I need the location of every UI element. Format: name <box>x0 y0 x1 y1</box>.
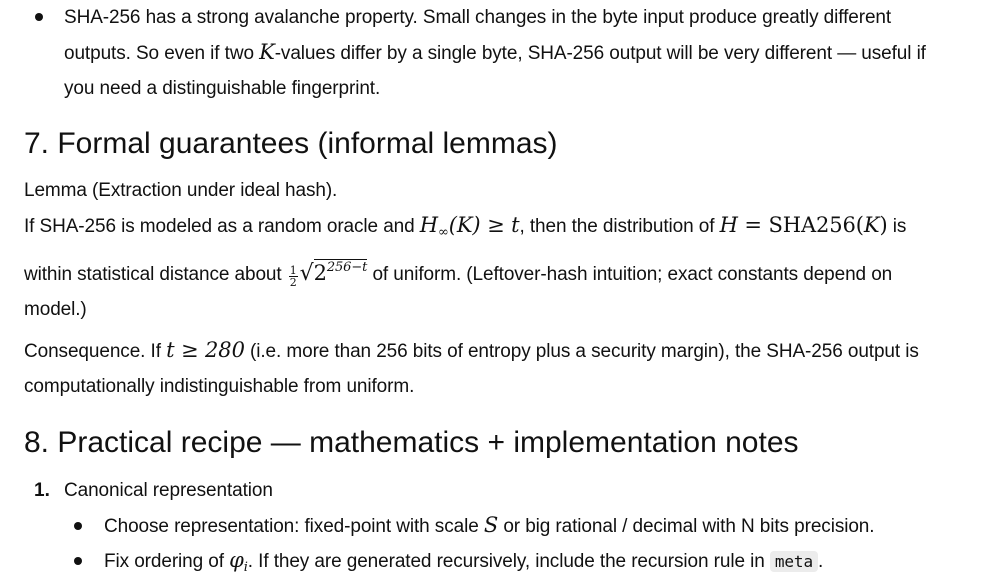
bullet-marker <box>74 557 82 565</box>
text-run: Fix ordering of <box>104 551 230 572</box>
radical-sign: √ <box>299 261 314 286</box>
fraction-denominator: 2 <box>289 276 297 289</box>
bullet-marker <box>35 13 43 21</box>
text-run: or big rational / decimal with N bits precision. <box>498 516 875 537</box>
bullet-line: SHA-256 has a strong avalanche property. Small changes in the byte input produce greatly different <box>64 7 892 28</box>
fraction <box>289 265 298 288</box>
text-run: (i.e. more than 256 bits of entropy plus a security margin), the SHA-256 output is <box>244 341 919 362</box>
radicand-exponent: 256−t <box>326 260 368 275</box>
consequence-paragraph <box>24 333 974 404</box>
text-run: Choose representation: fixed-point with scale <box>104 516 484 537</box>
math-var-K: K <box>259 40 275 64</box>
math-var-H: H <box>719 213 738 237</box>
text-run: -values differ by a single byte, SHA-256 output will be very different — useful if <box>274 43 926 64</box>
list-number: 1. <box>34 480 50 501</box>
fraction-numerator: 1 <box>289 264 297 277</box>
lemma-line: model.) <box>24 299 87 320</box>
math-expression: (K) ≥ t <box>448 213 520 237</box>
consequence-line: computationally indistinguishable from uniform. <box>24 376 415 397</box>
lemma-line <box>24 208 974 250</box>
math-var-S: S <box>483 513 499 537</box>
math-expression: = SHA256( <box>737 213 864 237</box>
radicand-base: 2 <box>313 261 327 285</box>
section-heading-7: 7. Formal guarantees (informal lemmas) <box>24 127 558 160</box>
radicand <box>314 259 368 285</box>
bullet-line: you need a distinguishable fingerprint. <box>64 78 381 99</box>
text-run: is <box>887 216 907 237</box>
text-run: of uniform. (Leftover-hash intuition; exact constants depend on <box>367 264 893 285</box>
math-var-phi: φ <box>229 548 244 572</box>
sub-bullet <box>104 543 823 585</box>
text-run: outputs. So even if two <box>64 43 260 64</box>
text-run: within statistical distance about <box>24 264 287 285</box>
lemma-body <box>24 208 974 327</box>
list-item-label: Canonical representation <box>64 480 273 501</box>
text-run: . <box>818 551 824 572</box>
math-subscript: i <box>243 560 248 575</box>
bullet-line <box>64 35 984 71</box>
sub-bullet <box>104 508 874 544</box>
section-heading-8: 8. Practical recipe — mathematics + implementation notes <box>24 426 799 459</box>
math-var-H: H <box>419 213 438 237</box>
bullet-marker <box>74 522 82 530</box>
consequence-line <box>24 333 974 369</box>
math-expression: ) <box>879 213 888 237</box>
text-run: If SHA-256 is modeled as a random oracle and <box>24 216 420 237</box>
inline-code: meta <box>770 551 818 572</box>
text-run: , then the distribution of <box>519 216 720 237</box>
avalanche-bullet <box>64 0 984 106</box>
lemma-line <box>24 250 974 292</box>
math-expression: t ≥ 280 <box>166 338 245 362</box>
text-run: Consequence. If <box>24 341 167 362</box>
math-subscript: ∞ <box>438 225 449 240</box>
math-var-K: K <box>863 213 880 237</box>
lemma-title: Lemma (Extraction under ideal hash). <box>24 180 338 201</box>
square-root <box>300 250 368 291</box>
text-run: . If they are generated recursively, include the recursion rule in <box>247 551 770 572</box>
